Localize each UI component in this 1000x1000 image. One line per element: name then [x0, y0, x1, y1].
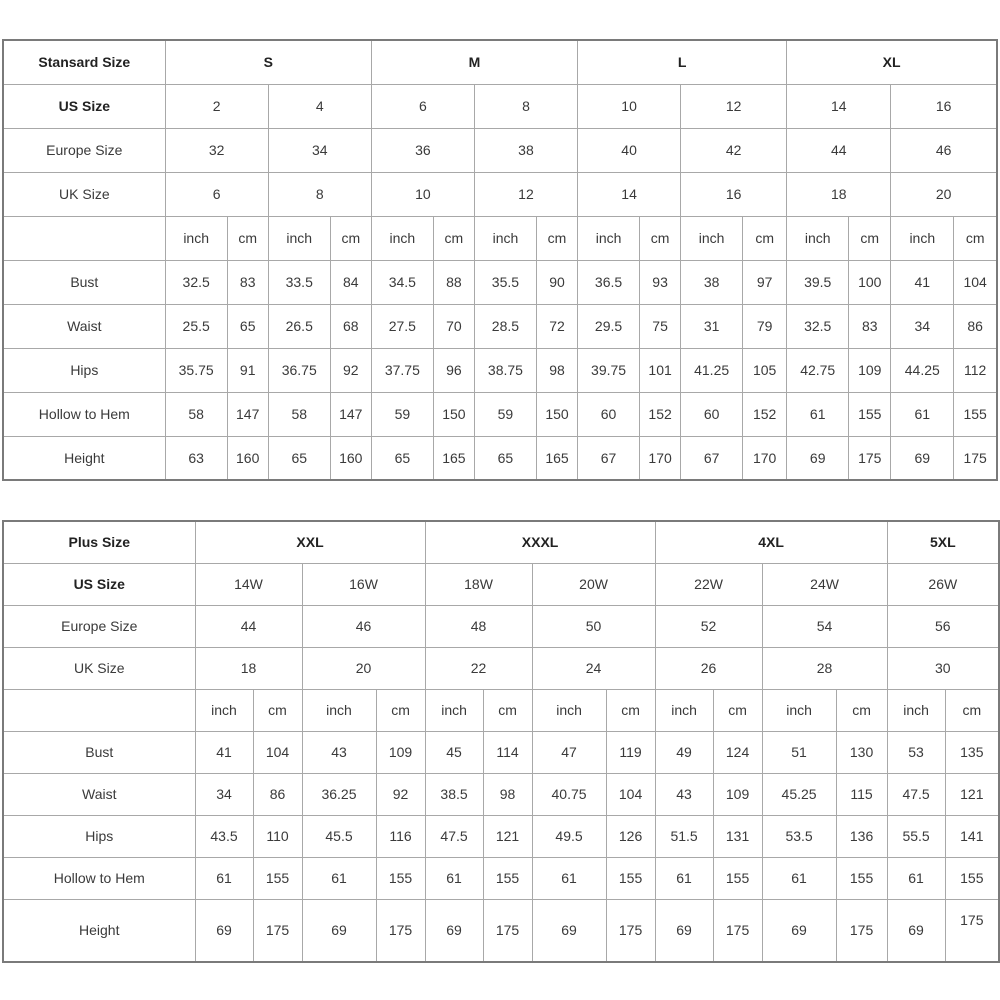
us-size-cell: 4 [268, 84, 371, 128]
measurement-value: 150 [433, 392, 474, 436]
measurement-value: 98 [483, 773, 532, 815]
measurement-value: 112 [954, 348, 997, 392]
measurement-value: 41 [195, 731, 253, 773]
unit-inch: inch [887, 689, 945, 731]
unit-inch: inch [371, 216, 433, 260]
measurement-value: 61 [887, 857, 945, 899]
measurement-value: 39.75 [578, 348, 640, 392]
unit-inch: inch [655, 689, 713, 731]
europe-size-row [3, 605, 999, 647]
unit-cm: cm [954, 216, 997, 260]
measurement-value: 59 [474, 392, 536, 436]
measurement-value: 43 [655, 773, 713, 815]
measurement-value: 36.25 [302, 773, 376, 815]
measurement-value: 84 [330, 260, 371, 304]
measurement-label: Hips [3, 348, 165, 392]
measurement-value: 175 [849, 436, 891, 480]
measurement-value: 47 [532, 731, 606, 773]
europe-size-cell: 46 [891, 128, 997, 172]
size-s: S [165, 40, 371, 84]
measurement-value: 34.5 [371, 260, 433, 304]
europe-size-cell: 54 [762, 605, 887, 647]
measurement-value: 61 [302, 857, 376, 899]
measurement-value: 155 [713, 857, 762, 899]
measurement-value: 155 [606, 857, 655, 899]
measurement-value: 97 [743, 260, 787, 304]
measurement-label: Height [3, 436, 165, 480]
measurement-value: 119 [606, 731, 655, 773]
measurement-value: 75 [640, 304, 681, 348]
measurement-value: 38 [681, 260, 743, 304]
unit-cm: cm [743, 216, 787, 260]
measurement-value: 155 [253, 857, 302, 899]
measurement-value: 155 [849, 392, 891, 436]
us-size-label: US Size [3, 84, 165, 128]
measurement-row [3, 731, 999, 773]
unit-cm: cm [253, 689, 302, 731]
uk-size-cell: 30 [887, 647, 999, 689]
measurement-value: 160 [227, 436, 268, 480]
uk-size-cell: 20 [302, 647, 425, 689]
measurement-value: 44.25 [891, 348, 954, 392]
measurement-value: 155 [836, 857, 887, 899]
uk-size-cell: 18 [195, 647, 302, 689]
measurement-value: 175 [713, 899, 762, 962]
measurement-value: 69 [302, 899, 376, 962]
us-size-cell: 16 [891, 84, 997, 128]
us-size-cell: 18W [425, 563, 532, 605]
measurement-value: 100 [849, 260, 891, 304]
measurement-value: 175 [836, 899, 887, 962]
measurement-value: 43 [302, 731, 376, 773]
measurement-value: 61 [762, 857, 836, 899]
size-l: L [578, 40, 787, 84]
measurement-value: 152 [640, 392, 681, 436]
measurement-value: 47.5 [425, 815, 483, 857]
measurement-value: 160 [330, 436, 371, 480]
uk-size-cell: 16 [681, 172, 787, 216]
measurement-value: 65 [227, 304, 268, 348]
measurement-value: 152 [743, 392, 787, 436]
measurement-value: 28.5 [474, 304, 536, 348]
measurement-value: 47.5 [887, 773, 945, 815]
us-size-cell: 20W [532, 563, 655, 605]
uk-size-cell: 10 [371, 172, 474, 216]
uk-size-cell: 26 [655, 647, 762, 689]
uk-size-row [3, 647, 999, 689]
measurement-value: 33.5 [268, 260, 330, 304]
uk-size-cell: 24 [532, 647, 655, 689]
measurement-value: 79 [743, 304, 787, 348]
plus-size-table [2, 520, 1000, 963]
unit-cm: cm [330, 216, 371, 260]
measurement-value: 40.75 [532, 773, 606, 815]
measurement-value: 72 [536, 304, 577, 348]
measurement-value: 59 [371, 392, 433, 436]
measurement-row [3, 348, 997, 392]
measurement-row [3, 304, 997, 348]
measurement-value: 65 [474, 436, 536, 480]
measurement-value: 104 [606, 773, 655, 815]
europe-size-label: Europe Size [3, 128, 165, 172]
measurement-value: 126 [606, 815, 655, 857]
measurement-value: 175 [376, 899, 425, 962]
unit-cm: cm [606, 689, 655, 731]
measurement-label: Hollow to Hem [3, 857, 195, 899]
measurement-value: 155 [483, 857, 532, 899]
measurement-value: 92 [376, 773, 425, 815]
europe-size-cell: 46 [302, 605, 425, 647]
unit-row [3, 689, 999, 731]
measurement-value: 141 [945, 815, 999, 857]
measurement-value: 110 [253, 815, 302, 857]
measurement-value: 116 [376, 815, 425, 857]
measurement-row [3, 260, 997, 304]
uk-size-row [3, 172, 997, 216]
unit-inch: inch [578, 216, 640, 260]
measurement-value: 175 [606, 899, 655, 962]
uk-size-cell: 20 [891, 172, 997, 216]
unit-cm: cm [836, 689, 887, 731]
measurement-value: 25.5 [165, 304, 227, 348]
unit-row-blank [3, 689, 195, 731]
europe-size-cell: 38 [474, 128, 577, 172]
unit-cm: cm [945, 689, 999, 731]
measurement-row [3, 899, 999, 962]
unit-inch: inch [268, 216, 330, 260]
unit-cm: cm [713, 689, 762, 731]
uk-size-cell: 18 [787, 172, 891, 216]
measurement-value: 104 [253, 731, 302, 773]
unit-inch: inch [302, 689, 376, 731]
measurement-value: 35.75 [165, 348, 227, 392]
size-xxxl: XXXL [425, 521, 655, 563]
europe-size-cell: 42 [681, 128, 787, 172]
measurement-value: 63 [165, 436, 227, 480]
size-m: M [371, 40, 577, 84]
measurement-value: 49 [655, 731, 713, 773]
measurement-value: 32.5 [787, 304, 849, 348]
measurement-value: 34 [195, 773, 253, 815]
us-size-row [3, 84, 997, 128]
europe-size-label: Europe Size [3, 605, 195, 647]
us-size-cell: 12 [681, 84, 787, 128]
unit-cm: cm [849, 216, 891, 260]
size-xl: XL [787, 40, 997, 84]
measurement-value: 38.75 [474, 348, 536, 392]
standard-size-table [2, 39, 998, 481]
unit-inch: inch [762, 689, 836, 731]
measurement-value: 155 [945, 857, 999, 899]
header-label: Plus Size [3, 521, 195, 563]
unit-inch: inch [425, 689, 483, 731]
measurement-value: 93 [640, 260, 681, 304]
measurement-label: Hollow to Hem [3, 392, 165, 436]
measurement-label: Waist [3, 773, 195, 815]
measurement-value: 150 [536, 392, 577, 436]
uk-size-cell: 14 [578, 172, 681, 216]
measurement-value: 165 [536, 436, 577, 480]
measurement-value: 70 [433, 304, 474, 348]
unit-cm: cm [227, 216, 268, 260]
measurement-value: 36.5 [578, 260, 640, 304]
unit-row-blank [3, 216, 165, 260]
us-size-cell: 16W [302, 563, 425, 605]
measurement-value: 109 [376, 731, 425, 773]
unit-cm: cm [640, 216, 681, 260]
europe-size-cell: 44 [787, 128, 891, 172]
unit-inch: inch [195, 689, 253, 731]
measurement-row [3, 392, 997, 436]
measurement-value: 27.5 [371, 304, 433, 348]
measurement-value: 69 [762, 899, 836, 962]
size-header-row [3, 521, 999, 563]
measurement-value: 36.75 [268, 348, 330, 392]
measurement-value: 83 [849, 304, 891, 348]
measurement-value: 104 [954, 260, 997, 304]
measurement-value: 58 [268, 392, 330, 436]
us-size-cell: 14 [787, 84, 891, 128]
size-4xl: 4XL [655, 521, 887, 563]
us-size-cell: 22W [655, 563, 762, 605]
europe-size-cell: 36 [371, 128, 474, 172]
measurement-value: 96 [433, 348, 474, 392]
measurement-value: 69 [195, 899, 253, 962]
measurement-value: 175 [945, 899, 999, 962]
measurement-value: 69 [891, 436, 954, 480]
measurement-value: 92 [330, 348, 371, 392]
measurement-row [3, 436, 997, 480]
measurement-value: 61 [787, 392, 849, 436]
measurement-value: 45.5 [302, 815, 376, 857]
measurement-value: 53 [887, 731, 945, 773]
measurement-value: 147 [330, 392, 371, 436]
unit-inch: inch [891, 216, 954, 260]
measurement-value: 39.5 [787, 260, 849, 304]
measurement-value: 86 [954, 304, 997, 348]
unit-inch: inch [681, 216, 743, 260]
europe-size-cell: 34 [268, 128, 371, 172]
measurement-value: 90 [536, 260, 577, 304]
unit-inch: inch [787, 216, 849, 260]
unit-cm: cm [433, 216, 474, 260]
measurement-value: 43.5 [195, 815, 253, 857]
europe-size-row [3, 128, 997, 172]
measurement-label: Waist [3, 304, 165, 348]
measurement-value: 91 [227, 348, 268, 392]
measurement-value: 55.5 [887, 815, 945, 857]
europe-size-cell: 40 [578, 128, 681, 172]
measurement-value: 109 [713, 773, 762, 815]
measurement-value: 121 [945, 773, 999, 815]
measurement-value: 45.25 [762, 773, 836, 815]
measurement-value: 69 [425, 899, 483, 962]
measurement-label: Height [3, 899, 195, 962]
europe-size-cell: 56 [887, 605, 999, 647]
measurement-value: 121 [483, 815, 532, 857]
measurement-value: 136 [836, 815, 887, 857]
measurement-value: 68 [330, 304, 371, 348]
measurement-value: 45 [425, 731, 483, 773]
measurement-value: 115 [836, 773, 887, 815]
measurement-value: 170 [743, 436, 787, 480]
measurement-value: 42.75 [787, 348, 849, 392]
size-header-row [3, 40, 997, 84]
us-size-cell: 6 [371, 84, 474, 128]
measurement-row [3, 773, 999, 815]
measurement-value: 53.5 [762, 815, 836, 857]
uk-size-cell: 28 [762, 647, 887, 689]
measurement-value: 109 [849, 348, 891, 392]
measurement-value: 124 [713, 731, 762, 773]
measurement-label: Bust [3, 260, 165, 304]
measurement-value: 83 [227, 260, 268, 304]
measurement-value: 170 [640, 436, 681, 480]
uk-size-cell: 8 [268, 172, 371, 216]
us-size-cell: 24W [762, 563, 887, 605]
measurement-value: 135 [945, 731, 999, 773]
measurement-value: 131 [713, 815, 762, 857]
measurement-row [3, 857, 999, 899]
europe-size-cell: 44 [195, 605, 302, 647]
us-size-cell: 26W [887, 563, 999, 605]
measurement-value: 61 [532, 857, 606, 899]
us-size-cell: 10 [578, 84, 681, 128]
measurement-value: 51 [762, 731, 836, 773]
uk-size-cell: 6 [165, 172, 268, 216]
size-5xl: 5XL [887, 521, 999, 563]
europe-size-cell: 50 [532, 605, 655, 647]
measurement-value: 175 [954, 436, 997, 480]
measurement-value: 61 [655, 857, 713, 899]
measurement-value: 38.5 [425, 773, 483, 815]
measurement-value: 65 [268, 436, 330, 480]
header-label: Stansard Size [3, 40, 165, 84]
measurement-label: Bust [3, 731, 195, 773]
unit-cm: cm [536, 216, 577, 260]
unit-cm: cm [483, 689, 532, 731]
measurement-value: 61 [891, 392, 954, 436]
measurement-value: 101 [640, 348, 681, 392]
measurement-value: 37.75 [371, 348, 433, 392]
europe-size-cell: 48 [425, 605, 532, 647]
uk-size-cell: 12 [474, 172, 577, 216]
uk-size-cell: 22 [425, 647, 532, 689]
measurement-value: 29.5 [578, 304, 640, 348]
measurement-value: 98 [536, 348, 577, 392]
measurement-value: 175 [253, 899, 302, 962]
measurement-value: 105 [743, 348, 787, 392]
measurement-value: 86 [253, 773, 302, 815]
measurement-value: 88 [433, 260, 474, 304]
measurement-value: 147 [227, 392, 268, 436]
measurement-value: 60 [681, 392, 743, 436]
measurement-value: 69 [787, 436, 849, 480]
measurement-value: 175 [483, 899, 532, 962]
measurement-value: 155 [376, 857, 425, 899]
measurement-value: 26.5 [268, 304, 330, 348]
unit-inch: inch [474, 216, 536, 260]
measurement-value: 69 [887, 899, 945, 962]
measurement-value: 32.5 [165, 260, 227, 304]
unit-inch: inch [532, 689, 606, 731]
measurement-value: 51.5 [655, 815, 713, 857]
unit-row [3, 216, 997, 260]
size-xxl: XXL [195, 521, 425, 563]
us-size-cell: 8 [474, 84, 577, 128]
measurement-value: 31 [681, 304, 743, 348]
measurement-value: 65 [371, 436, 433, 480]
measurement-value: 58 [165, 392, 227, 436]
measurement-value: 34 [891, 304, 954, 348]
unit-inch: inch [165, 216, 227, 260]
measurement-value: 165 [433, 436, 474, 480]
us-size-cell: 2 [165, 84, 268, 128]
europe-size-cell: 32 [165, 128, 268, 172]
us-size-label: US Size [3, 563, 195, 605]
measurement-value: 61 [425, 857, 483, 899]
measurement-value: 155 [954, 392, 997, 436]
measurement-value: 114 [483, 731, 532, 773]
measurement-value: 67 [578, 436, 640, 480]
uk-size-label: UK Size [3, 647, 195, 689]
uk-size-label: UK Size [3, 172, 165, 216]
measurement-value: 41 [891, 260, 954, 304]
measurement-row [3, 815, 999, 857]
measurement-value: 67 [681, 436, 743, 480]
us-size-row [3, 563, 999, 605]
measurement-value: 69 [532, 899, 606, 962]
measurement-value: 69 [655, 899, 713, 962]
measurement-value: 61 [195, 857, 253, 899]
europe-size-cell: 52 [655, 605, 762, 647]
measurement-value: 35.5 [474, 260, 536, 304]
us-size-cell: 14W [195, 563, 302, 605]
measurement-value: 49.5 [532, 815, 606, 857]
measurement-value: 60 [578, 392, 640, 436]
unit-cm: cm [376, 689, 425, 731]
measurement-value: 41.25 [681, 348, 743, 392]
measurement-value: 130 [836, 731, 887, 773]
measurement-label: Hips [3, 815, 195, 857]
